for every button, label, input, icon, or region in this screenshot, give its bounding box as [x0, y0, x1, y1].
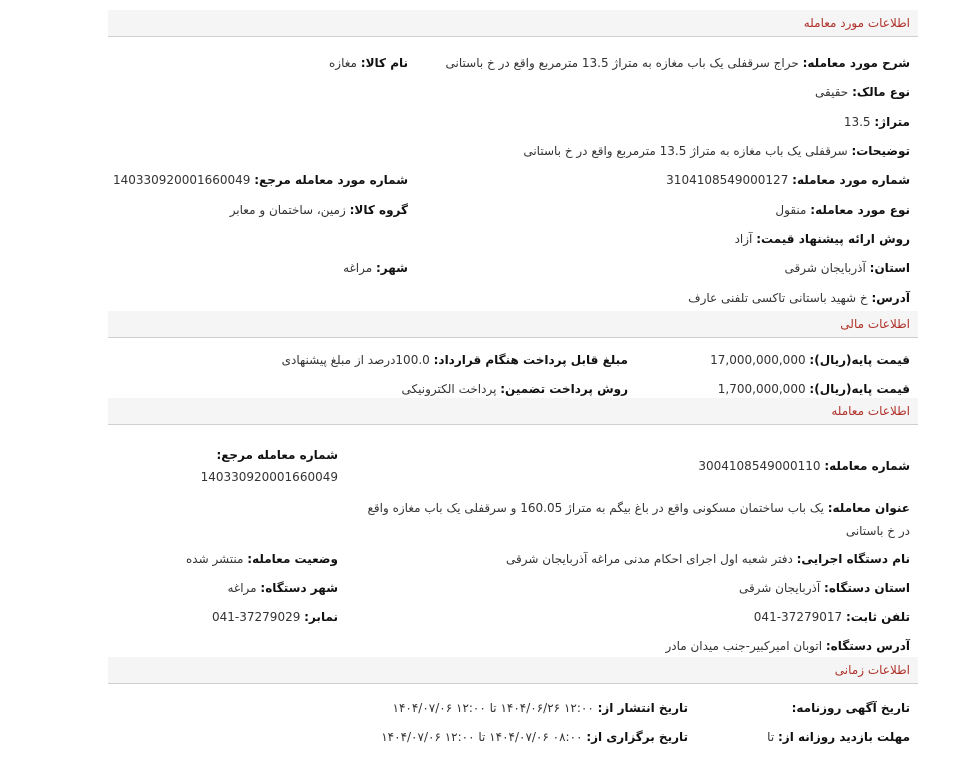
city-label: شهر:	[376, 261, 408, 275]
bid-method-label: روش ارائه پیشنهاد قیمت:	[756, 232, 910, 246]
item-type-value: منقول	[775, 203, 807, 217]
publish-row	[393, 699, 688, 717]
section-time-info: اطلاعات زمانی	[108, 657, 918, 683]
address-label: آدرس:	[871, 291, 910, 305]
guarantee-method-row	[402, 380, 628, 398]
fax-row	[212, 608, 338, 626]
item-type-row	[775, 201, 910, 219]
goods-group-value: زمین، ساختمان و معابر	[229, 203, 346, 217]
agency-city-label: شهر دستگاه:	[260, 581, 338, 595]
item-name-row	[329, 54, 408, 72]
address-row	[688, 289, 910, 307]
area-label: متراژ:	[874, 115, 910, 129]
section-deal-item-info: اطلاعات مورد معامله	[108, 10, 918, 36]
fax-label: نمابر:	[304, 610, 338, 624]
deal-number-label: شماره معامله:	[824, 459, 910, 473]
visit-value: تا	[767, 730, 775, 744]
bid-method-value: آزاد	[734, 232, 753, 246]
province-row	[785, 259, 910, 277]
divider	[108, 36, 918, 37]
agency-address-label: آدرس دستگاه:	[825, 639, 910, 653]
base-price2-value: 1,700,000,000	[717, 382, 806, 396]
goods-group-label: گروه کالا:	[349, 203, 408, 217]
phone-row	[754, 608, 910, 626]
deal-title-line-1: یک باب ساختمان مسکونی واقع در باغ بیگم به متراژ 160.05 و سرقفلی یک باب مغازه واقع	[367, 501, 824, 515]
deal-title-line-2: در خ باستانی	[845, 524, 910, 538]
base-price2-row	[718, 380, 910, 398]
description-label: شرح مورد معامله:	[802, 56, 910, 70]
address-value: خ شهید باستانی تاکسی تلفنی عارف	[688, 291, 868, 305]
area-row	[844, 113, 910, 131]
deal-number-row	[698, 457, 910, 475]
phone-label: تلفن ثابت:	[845, 610, 910, 624]
visit-label: مهلت بازدید روزانه از:	[778, 730, 910, 744]
agency-city-value: مراغه	[227, 581, 257, 595]
agency-address-row	[665, 637, 910, 655]
divider	[108, 683, 918, 684]
divider	[108, 337, 918, 338]
guarantee-method-label: روش پرداخت تضمین:	[500, 382, 628, 396]
notes-label: توضیحات:	[851, 144, 910, 158]
deal-item-number-value: 3104108549000127	[666, 173, 789, 187]
status-label: وضعیت معامله:	[247, 552, 338, 566]
section-financial-info: اطلاعات مالی	[108, 311, 918, 337]
deal-item-number-row	[666, 171, 910, 189]
agency-city-row	[227, 579, 338, 597]
agency-province-label: استان دستگاه:	[824, 581, 910, 595]
ref-item-number-label: شماره مورد معامله مرجع:	[254, 173, 408, 187]
deal-title-row	[368, 499, 910, 517]
publish-value: ۱۲:۰۰ ۱۴۰۴/۰۶/۲۶ تا ۱۲:۰۰ ۱۴۰۴/۰۷/۰۶	[392, 701, 594, 715]
base-price2-label: قیمت پایه(ریال):	[809, 382, 910, 396]
hold-value: ۰۸:۰۰ ۱۴۰۴/۰۷/۰۶ تا ۱۲:۰۰ ۱۴۰۴/۰۷/۰۶	[381, 730, 583, 744]
ref-item-number-row	[113, 171, 408, 189]
ref-deal-number-value: 140330920001660049	[200, 470, 338, 484]
base-price-label: قیمت پایه(ریال):	[809, 353, 910, 367]
deal-title-label: عنوان معامله:	[827, 501, 910, 515]
agency-row	[506, 550, 910, 568]
status-value: منتشر شده	[185, 552, 244, 566]
section-deal-info: اطلاعات معامله	[108, 398, 918, 424]
city-value: مراغه	[343, 261, 373, 275]
ref-deal-number-label: شماره معامله مرجع:	[216, 448, 338, 462]
divider	[108, 424, 918, 425]
province-label: استان:	[869, 261, 910, 275]
item-name-value: مغازه	[329, 56, 357, 70]
deal-title-row-2	[846, 522, 910, 540]
ad-date-row	[792, 699, 910, 717]
area-value: 13.5	[843, 115, 871, 129]
publish-label: تاریخ انتشار از:	[597, 701, 688, 715]
auction-details-page	[108, 6, 918, 763]
hold-label: تاریخ برگزاری از:	[586, 730, 688, 744]
agency-province-value: آذربایجان شرقی	[738, 581, 821, 595]
agency-address-value: اتوبان امیرکبیر-جنب میدان مادر	[665, 639, 823, 653]
owner-type-row	[815, 83, 910, 101]
goods-group-row	[230, 201, 408, 219]
agency-value: دفتر شعبه اول اجرای احکام مدنی مراغه آذربایجان شرقی	[506, 552, 793, 566]
phone-value: 37279017-041	[753, 610, 843, 624]
owner-type-value: حقیقی	[815, 85, 849, 99]
description-row	[446, 54, 910, 72]
item-type-label: نوع مورد معامله:	[810, 203, 910, 217]
province-value: آذربایجان شرقی	[784, 261, 866, 275]
ref-deal-number-value-row	[201, 468, 338, 486]
fax-value: 37279029-041	[212, 610, 301, 624]
description-value: حراج سرقفلی یک باب مغازه به متراژ 13.5 مترمربع واقع در خ باستانی	[445, 56, 799, 70]
payable-row	[282, 351, 628, 369]
deal-number-value: 3004108549000110	[698, 459, 821, 473]
ref-item-number-value: 140330920001660049	[112, 173, 251, 187]
base-price-row	[710, 351, 910, 369]
base-price-value: 17,000,000,000	[710, 353, 806, 367]
owner-type-label: نوع مالک:	[852, 85, 910, 99]
deal-item-number-label: شماره مورد معامله:	[792, 173, 910, 187]
city-row	[343, 259, 408, 277]
notes-row	[523, 142, 910, 160]
bid-method-row	[735, 230, 910, 248]
agency-province-row	[739, 579, 910, 597]
payable-value: 100.0درصد از مبلغ پیشنهادی	[281, 353, 430, 367]
status-row	[186, 550, 338, 568]
visit-row	[767, 728, 910, 746]
ref-deal-number-label-row	[216, 446, 338, 464]
item-name-label: نام کالا:	[360, 56, 408, 70]
notes-value: سرقفلی یک باب مغازه به متراژ 13.5 مترمربع واقع در خ باستانی	[523, 144, 848, 158]
guarantee-method-value: پرداخت الکترونیکی	[401, 382, 497, 396]
hold-row	[381, 728, 688, 746]
ad-date-label: تاریخ آگهی روزنامه:	[791, 701, 910, 715]
payable-label: مبلغ قابل پرداخت هنگام قرارداد:	[433, 353, 628, 367]
agency-label: نام دستگاه اجرایی:	[796, 552, 910, 566]
